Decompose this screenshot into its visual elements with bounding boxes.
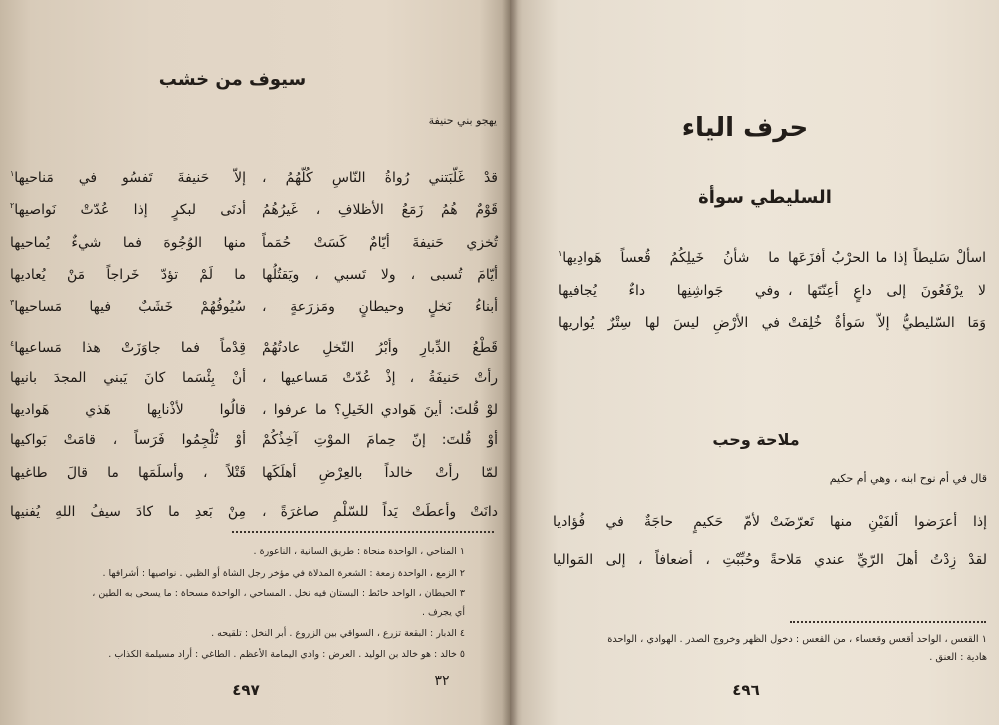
verse-text: سُيُوفُهُمْ خَشَبٌ فيها مَساحيها — [14, 299, 246, 315]
verse-text: لمّا رأتْ خالداً بالعِرْضِ أهلَكَها — [262, 465, 498, 481]
page-number: ٤٩٧ — [232, 681, 260, 699]
verse-second-hemistich — [10, 231, 246, 255]
footnote-text: الدبار : البقعة تزرع ، السواقي بين الزروع . أبر النخل : تلقيحه . — [211, 628, 457, 639]
verse-second-hemistich — [558, 311, 780, 335]
verse-text: إلاّ حَنيفةَ تَفسُو في مَناحيها — [14, 170, 246, 186]
footnote-marker: ٤ — [10, 339, 15, 348]
verse-text: اسألْ سَليطاً إذا ما الحرْبُ أفزَعَها — [788, 250, 986, 266]
poem-title: السليطي سوأة — [698, 187, 832, 208]
verse-line — [510, 548, 999, 572]
verse-text: قالُوا لأذْنابِها هَذي هَواديها — [10, 402, 246, 418]
verse-text: ما لَمْ تؤدّ خَراجاً مَنْ يُعاديها — [10, 267, 246, 283]
verse-first-hemistich — [788, 279, 986, 303]
verse-text: وَمَا السّليطيُّ إلاّ سَوأةٌ خُلِقتْ — [788, 315, 986, 331]
verse-text: لا يرْفَعُونَ إلى داعٍ أعِنّتَها ، — [788, 283, 986, 299]
verse-line — [510, 510, 999, 534]
verse-first-hemistich — [262, 295, 498, 319]
footnote-number: ١ — [459, 546, 465, 557]
footnote-number: ٢ — [459, 568, 465, 579]
verse-first-hemistich — [262, 461, 498, 485]
signature-number: ٣٢ — [434, 673, 450, 689]
verse-second-hemistich — [10, 366, 246, 390]
poem-title: سيوف من خشب — [158, 69, 307, 90]
verse-line — [510, 311, 999, 335]
verse-line — [0, 231, 510, 255]
verse-line — [0, 366, 510, 390]
footnote — [5, 647, 465, 663]
chapter-title: حرف الياء — [681, 113, 809, 143]
footnote-continuation: أي يجرف . — [421, 607, 465, 618]
verse-second-hemistich — [10, 295, 246, 319]
book-gutter — [502, 0, 518, 725]
poem-subtitle: يهجو بني حنيفة — [428, 114, 497, 127]
verse-second-hemistich — [553, 548, 760, 572]
verse-text: قدْ غَلّبَتني رُواةُ النّاسِ كُلّهُمُ ، — [262, 170, 498, 186]
verse-text: ما شأنُ خَيلِكُمُ قُعساً هَوادِيها — [562, 250, 780, 266]
verse-text: لأمّ حَكيمٍ حاجَةٌ في فُؤاديا — [553, 514, 760, 530]
verse-first-hemistich — [262, 263, 498, 287]
verse-text: لوْ قُلتَ: أينَ هَوادي الخَيلِ؟ ما عرفوا ، — [262, 402, 498, 418]
footnote — [5, 626, 465, 642]
footnote-marker: ١ — [558, 249, 563, 258]
footnote — [520, 632, 987, 648]
verse-first-hemistich — [262, 231, 498, 255]
verse-text: مِنْ بَعدِ ما كادَ سيفُ اللهِ يُفنيها — [10, 504, 246, 520]
verse-text: أنْ بِئْسَما كانَ يَبني المجدَ بانيها — [10, 370, 246, 386]
verse-line — [0, 428, 510, 452]
verse-text: رأتْ حَنيفَةُ ، إذْ عُدّتْ مَساعيها ، — [262, 370, 498, 386]
verse-second-hemistich — [10, 336, 246, 360]
verse-line — [0, 295, 510, 319]
right-page — [510, 0, 999, 725]
verse-line — [0, 500, 510, 524]
footnote-number: ١ — [981, 634, 987, 645]
verse-text: منها الوُجُوهَ فما شيءٌ يُماحيها — [10, 235, 246, 251]
verse-first-hemistich — [262, 198, 498, 222]
verse-line — [0, 166, 510, 190]
verse-first-hemistich — [262, 428, 498, 452]
verse-text: وفي جَواشِنِها داءٌ يُجافيها — [558, 283, 780, 299]
footnote-divider — [790, 621, 986, 623]
footnote-marker: ١ — [10, 169, 15, 178]
footnote-text: المناحي ، الواحدة منحاة : طريق السانية ، الناعورة . — [253, 546, 457, 557]
verse-first-hemistich — [262, 336, 498, 360]
footnote — [5, 544, 465, 560]
verse-line — [0, 336, 510, 360]
verse-text: أدنَى لبكرٍ إذا عُدّتْ نَواصيها — [14, 202, 246, 218]
verse-first-hemistich — [788, 311, 986, 335]
verse-second-hemistich — [10, 398, 246, 422]
verse-second-hemistich — [558, 246, 780, 270]
footnote-text: الحيطان ، الواحد حائط : البستان فيه نخل . المساحي ، الواحدة مسحاة : ما يسحى به الطين ، — [92, 588, 457, 599]
verse-text: قَطْعُ الدِّبارِ وأبْرُ النّخلِ عادتُهُمْ — [262, 340, 498, 356]
verse-text: قِدْماً فما جاوَزَتْ هذا مَساعيها — [14, 340, 246, 356]
verse-text: قَوْمٌ هُمُ زَمَعُ الأظلافِ ، غَيرُهُمُ — [262, 202, 498, 218]
verse-text: وحُبِّبْتِ ، أضعافاً ، إلى المَواليا — [553, 552, 760, 568]
verse-first-hemistich — [262, 366, 498, 390]
verse-second-hemistich — [558, 279, 780, 303]
verse-second-hemistich — [10, 263, 246, 287]
verse-first-hemistich — [770, 548, 987, 572]
verse-second-hemistich — [10, 166, 246, 190]
verse-second-hemistich — [553, 510, 760, 534]
page-number: ٤٩٦ — [732, 681, 760, 699]
verse-second-hemistich — [10, 198, 246, 222]
verse-text: أوْ تُلْجِمُوا فَرَساً ، قامَتْ بَواكيها — [10, 432, 246, 448]
verse-line — [0, 263, 510, 287]
verse-text: أيّامَ تُسبى ، ولا تَسبي ، ويَقتُلُها — [262, 267, 498, 283]
verse-text: أبناءُ نَخلٍ وحيطانٍ ومَزرَعةٍ ، — [262, 299, 498, 315]
verse-second-hemistich — [10, 428, 246, 452]
verse-line — [0, 398, 510, 422]
footnote-marker: ٢ — [10, 201, 15, 210]
verse-first-hemistich — [770, 510, 987, 534]
verse-second-hemistich — [10, 500, 246, 524]
verse-second-hemistich — [10, 461, 246, 485]
verse-text: في الأرْضِ ليسَ لها سِتْرٌ يُواريها — [558, 315, 780, 331]
footnote — [5, 586, 465, 602]
verse-first-hemistich — [262, 398, 498, 422]
verse-first-hemistich — [262, 166, 498, 190]
footnote-number: ٥ — [459, 649, 465, 660]
verse-line — [0, 461, 510, 485]
footnote — [5, 566, 465, 582]
verse-text: لقدْ زِدْتُ أهلَ الرّيِّ عندي مَلاحةً — [770, 552, 987, 568]
poem-title: ملاحة وحب — [712, 430, 800, 449]
footnote-text: القعس ، الواحد أقعس وقعساء ، من القعس : دخول الظهر وخروج الصدر . الهوادي ، الواحدة — [607, 634, 979, 645]
verse-text: إذا أعرَضوا ألفَيْنِ منها تَعرّضَتْ — [770, 514, 987, 530]
verse-first-hemistich — [262, 500, 498, 524]
footnote-continuation: هادية : العنق . — [929, 652, 987, 663]
footnote-marker: ٣ — [10, 298, 15, 307]
footnote-text: الزمع ، الواحدة زمعة : الشعرة المدلاة في مؤخر رجل الشاة أو الظبي . نواصيها : أشرافها . — [102, 568, 457, 579]
verse-text: تُخزي حَنيفةَ أيّامٌ كَسَتْ حُمَماً — [262, 235, 498, 251]
verse-text: قَتْلاً ، وأسلَمَها ما قالَ طاغيها — [10, 465, 246, 481]
verse-line — [510, 279, 999, 303]
verse-text: أوْ قُلتَ: إنّ حِمامَ الموْتِ آخِذُكُمْ — [262, 432, 498, 448]
footnote-divider — [232, 531, 494, 533]
verse-line — [0, 198, 510, 222]
footnote-number: ٣ — [459, 588, 465, 599]
poem-intro: قال في أم نوح ابنه ، وهي أم حكيم — [829, 472, 987, 485]
verse-first-hemistich — [788, 246, 986, 270]
footnote-number: ٤ — [459, 628, 465, 639]
footnote-text: خالد : هو خالد بن الوليد . العرض : وادي اليمامة الأعظم . الطاغي : أراد مسيلمة الكذاب . — [108, 649, 457, 660]
verse-line — [510, 246, 999, 270]
verse-text: دانَتْ وأعطَتْ يَداً للسّلْمِ صاغرَةً ، — [262, 504, 498, 520]
